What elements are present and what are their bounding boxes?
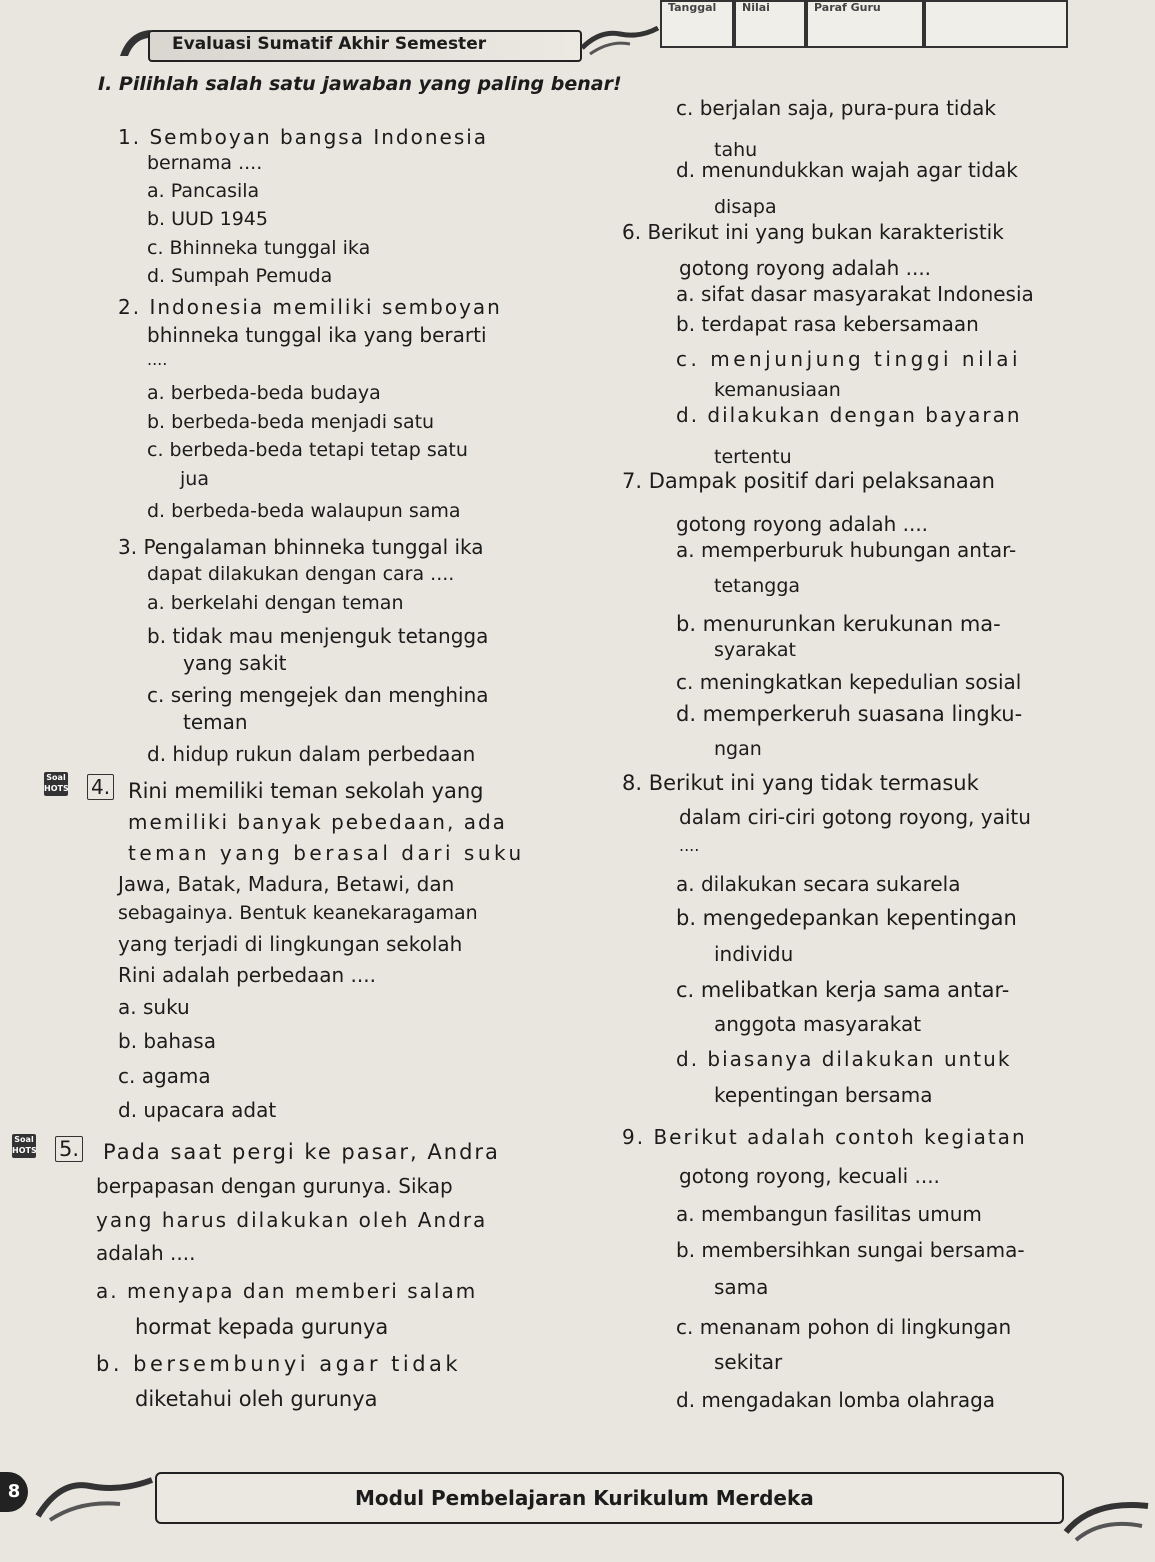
q4-option-b: b. bahasa [118, 1029, 216, 1053]
q4-option-d: d. upacara adat [118, 1098, 277, 1122]
footer-swoosh-icon [1062, 1492, 1152, 1542]
q7-option-b: b. menurunkan kerukunan ma- [676, 612, 1001, 636]
question-9-stem-cont: gotong royong, kecuali .... [679, 1164, 940, 1188]
footer-decoration-icon [30, 1476, 160, 1522]
hots-badge-2: Soal HOTS [12, 1134, 36, 1158]
q5-option-d: d. menundukkan wajah agar tidak [676, 158, 1018, 182]
q2-option-c-cont: jua [180, 468, 209, 490]
question-5-line-2: berpapasan dengan gurunya. Sikap [96, 1174, 453, 1198]
question-6-stem-cont: gotong royong adalah .... [679, 256, 932, 280]
hots-badge: Soal HOTS [44, 772, 68, 796]
q6-option-b: b. terdapat rasa kebersamaan [676, 312, 979, 336]
q1-option-d: d. Sumpah Pemuda [147, 265, 333, 287]
question-3-stem-cont: dapat dilakukan dengan cara .... [147, 563, 455, 585]
question-7-stem-cont: gotong royong adalah .... [676, 512, 929, 536]
question-4-line-4: Jawa, Batak, Madura, Betawi, dan [118, 872, 455, 896]
question-5-line-3: yang harus dilakukan oleh Andra [96, 1208, 488, 1232]
header-title: Evaluasi Sumatif Akhir Semester [172, 34, 487, 54]
question-6-stem: 6. Berikut ini yang bukan karakteristik [622, 220, 1004, 244]
question-8-stem: 8. Berikut ini yang tidak termasuk [622, 771, 979, 795]
q6-option-c: c. menjunjung tinggi nilai [676, 347, 1022, 371]
q1-option-b: b. UUD 1945 [147, 208, 268, 230]
header-banner [148, 30, 582, 62]
question-4-number: 4. [87, 777, 114, 797]
q6-option-a: a. sifat dasar masyarakat Indonesia [676, 282, 1034, 306]
q5-option-b-cont: diketahui oleh gurunya [135, 1387, 378, 1411]
q9-option-d: d. mengadakan lomba olahraga [676, 1388, 996, 1412]
q5-option-c: c. berjalan saja, pura-pura tidak [676, 96, 996, 120]
extra-box [924, 0, 1068, 48]
q5-option-c-cont: tahu [714, 139, 758, 161]
q5-option-b: b. bersembunyi agar tidak [96, 1352, 462, 1376]
question-5-number: 5. [55, 1139, 83, 1160]
question-5-stem: Pada saat pergi ke pasar, Andra [103, 1140, 500, 1164]
q2-option-c: c. berbeda-beda tetapi tetap satu [147, 439, 468, 461]
question-3-stem: 3. Pengalaman bhinneka tunggal ika [118, 535, 484, 559]
question-4-line-7: Rini adalah perbedaan .... [118, 963, 376, 987]
q8-option-b: b. mengedepankan kepentingan [676, 906, 1017, 930]
q1-option-c: c. Bhinneka tunggal ika [147, 237, 371, 259]
q9-option-a: a. membangun fasilitas umum [676, 1202, 982, 1226]
q1-option-a: a. Pancasila [147, 180, 260, 202]
q4-option-a: a. suku [118, 995, 190, 1019]
q9-option-b-cont: sama [714, 1275, 769, 1299]
q2-option-d: d. berbeda-beda walaupun sama [147, 500, 461, 522]
question-4-stem: Rini memiliki teman sekolah yang [128, 779, 484, 803]
footer-title: Modul Pembelajaran Kurikulum Merdeka [355, 1486, 814, 1510]
q7-option-d: d. memperkeruh suasana lingku- [676, 702, 1023, 726]
q3-option-b-cont: yang sakit [183, 651, 287, 675]
question-8-stem-cont: dalam ciri-ciri gotong royong, yaitu [679, 805, 1031, 829]
q6-option-d: d. dilakukan dengan bayaran [676, 403, 1022, 427]
q3-option-c: c. sering mengejek dan menghina [147, 683, 489, 707]
q2-option-b: b. berbeda-beda menjadi satu [147, 411, 435, 433]
question-9-stem: 9. Berikut adalah contoh kegiatan [622, 1125, 1027, 1149]
question-1-stem: 1. Semboyan bangsa Indonesia [118, 125, 489, 149]
question-4-line-6: yang terjadi di lingkungan sekolah [118, 932, 463, 956]
footer-banner [155, 1472, 1064, 1524]
question-8-ellipsis: .... [679, 836, 700, 855]
q8-option-d-cont: kepentingan bersama [714, 1083, 933, 1107]
header-decoration-icon [118, 26, 152, 60]
date-box: Tanggal [660, 0, 734, 48]
q9-option-b: b. membersihkan sungai bersama- [676, 1238, 1025, 1262]
q5-option-a-cont: hormat kepada gurunya [135, 1315, 389, 1339]
question-5-line-4: adalah .... [96, 1241, 196, 1265]
question-1-stem-cont: bernama .... [147, 152, 263, 174]
score-box: Nilai [734, 0, 806, 48]
q6-option-c-cont: kemanusiaan [714, 379, 841, 401]
question-4-line-3: teman yang berasal dari suku [128, 841, 525, 865]
q3-option-a: a. berkelahi dengan teman [147, 592, 404, 614]
q4-option-c: c. agama [118, 1064, 211, 1088]
question-2-stem-cont: bhinneka tunggal ika yang berarti [147, 323, 487, 347]
q8-option-d: d. biasanya dilakukan untuk [676, 1047, 1012, 1071]
q7-option-a-cont: tetangga [714, 575, 801, 597]
question-4-line-5: sebagainya. Bentuk keanekaragaman [118, 902, 478, 924]
q3-option-d: d. hidup rukun dalam perbedaan [147, 742, 476, 766]
q7-option-b-cont: syarakat [714, 639, 797, 661]
q5-option-a: a. menyapa dan memberi salam [96, 1279, 478, 1303]
q8-option-a: a. dilakukan secara sukarela [676, 872, 961, 896]
teacher-initial-box: Paraf Guru [806, 0, 924, 48]
q8-option-c-cont: anggota masyarakat [714, 1012, 922, 1036]
q2-option-a: a. berbeda-beda budaya [147, 382, 381, 404]
question-2-stem: 2. Indonesia memiliki semboyan [118, 295, 502, 319]
q8-option-c: c. melibatkan kerja sama antar- [676, 978, 1010, 1002]
q9-option-c-cont: sekitar [714, 1350, 783, 1374]
q7-option-a: a. memperburuk hubungan antar- [676, 538, 1017, 562]
question-4-line-2: memiliki banyak pebedaan, ada [128, 810, 507, 834]
q6-option-d-cont: tertentu [714, 446, 792, 468]
q7-option-d-cont: ngan [714, 738, 762, 760]
q3-option-c-cont: teman [183, 710, 248, 734]
q9-option-c: c. menanam pohon di lingkungan [676, 1315, 1012, 1339]
question-7-stem: 7. Dampak positif dari pelaksanaan [622, 469, 995, 493]
q3-option-b: b. tidak mau menjenguk tetangga [147, 624, 489, 648]
question-2-ellipsis: .... [147, 350, 168, 369]
section-title: I. Pilihlah salah satu jawaban yang paling benar! [98, 73, 622, 95]
q7-option-c: c. meningkatkan kepedulian sosial [676, 670, 1022, 694]
q8-option-b-cont: individu [714, 942, 794, 966]
page-number: 8 [0, 1472, 28, 1512]
q5-option-d-cont: disapa [714, 196, 777, 218]
header-swoosh-icon [580, 26, 660, 56]
